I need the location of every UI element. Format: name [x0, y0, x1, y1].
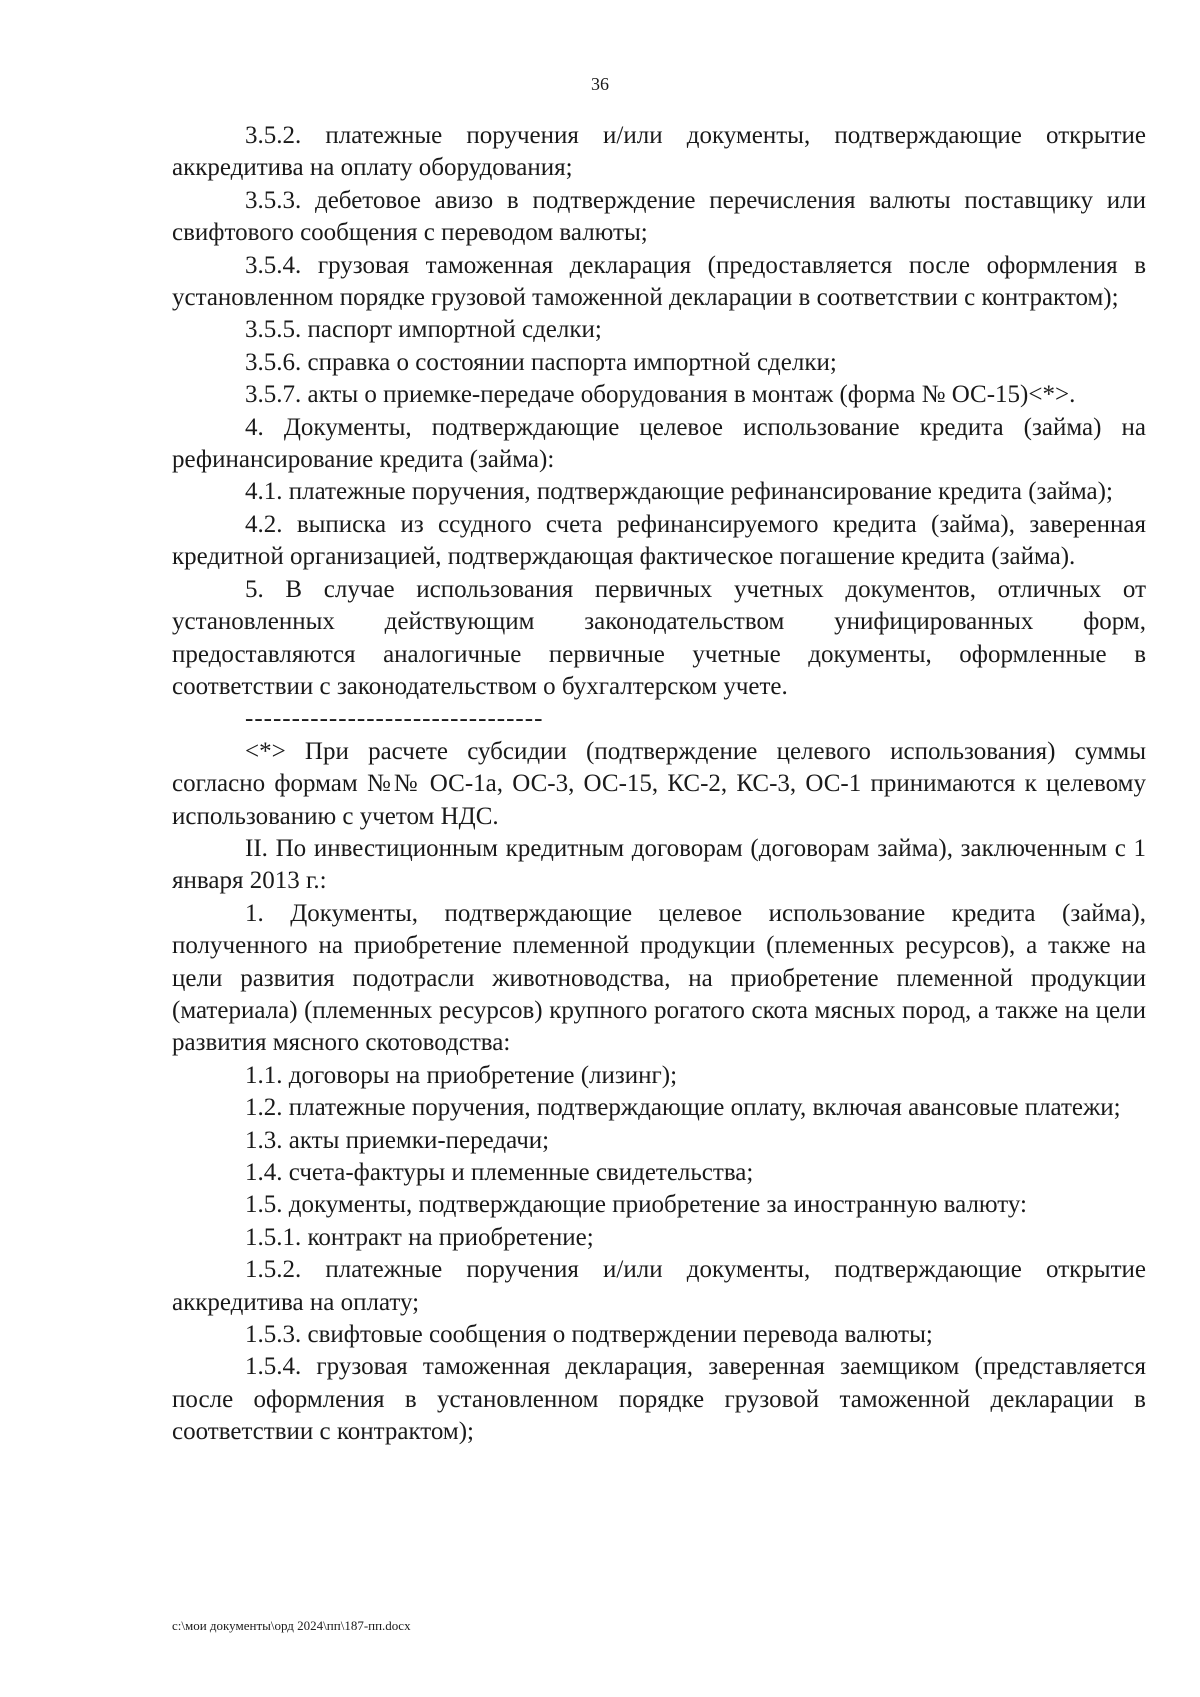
paragraph-3-5-3: 3.5.3. дебетовое авизо в подтверждение перечисления валюты поставщику или свифтового сообщения с переводом валюты;: [172, 186, 1146, 247]
file-path-footer: c:\мои документы\орд 2024\пп\187-пп.docx: [172, 1618, 411, 1633]
paragraph-4-1: 4.1. платежные поручения, подтверждающие рефинансирование кредита (займа);: [245, 478, 1113, 506]
document-body: [172, 120, 1146, 1449]
paragraph-ii-1-5: 1.5. документы, подтверждающие приобретение за иностранную валюту:: [245, 1191, 1027, 1219]
paragraph-ii-1: 1. Документы, подтверждающие целевое использование кредита (займа), полученного на приобретение племенной продукции (племенных ресурсов), а также на цели развития подотрасли животноводства, на приобретение племенной продукции (материала) (племенных ресурсов) крупного рогатого скота мясных пород, а также на цели развития мясного скотоводства:: [172, 899, 1146, 1057]
paragraph-ii-1-3: 1.3. акты приемки-передачи;: [245, 1126, 550, 1154]
section-ii-heading: II. По инвестиционным кредитным договорам (договорам займа), заключенным с 1 января 2013 г.:: [172, 834, 1146, 895]
paragraph-5: 5. В случае использования первичных учетных документов, отличных от установленных действующим законодательством унифицированных форм, предоставляются аналогичные первичные учетные документы, оформленные в соответствии с законодательством о бухгалтерском учете.: [172, 575, 1146, 700]
paragraph-4: 4. Документы, подтверждающие целевое использование кредита (займа) на рефинансирование кредита (займа):: [172, 413, 1146, 474]
page-number: 36: [591, 74, 609, 94]
paragraph-3-5-2: 3.5.2. платежные поручения и/или документы, подтверждающие открытие аккредитива на оплату оборудования;: [172, 122, 1146, 182]
footnote-text: <*> При расчете субсидии (подтверждение целевого использования) суммы согласно формам №№ ОС-1а, ОС-3, ОС-15, КС-2, КС-3, ОС-1 принимаются к целевому использованию с учетом НДС.: [172, 737, 1146, 830]
paragraph-4-2: 4.2. выписка из ссудного счета рефинансируемого кредита (займа), заверенная кредитной организацией, подтверждающая фактическое погашение кредита (займа).: [172, 510, 1146, 571]
paragraph-3-5-5: 3.5.5. паспорт импортной сделки;: [245, 316, 602, 344]
paragraph-3-5-7: 3.5.7. акты о приемке-передаче оборудования в монтаж (форма № ОС-15)<*>.: [245, 381, 1076, 409]
paragraph-3-5-6: 3.5.6. справка о состоянии паспорта импортной сделки;: [245, 348, 837, 376]
paragraph-3-5-4: 3.5.4. грузовая таможенная декларация (предоставляется после оформления в установленном порядке грузовой таможенной декларации в соответствии с контрактом);: [172, 251, 1146, 312]
paragraph-ii-1-2: 1.2. платежные поручения, подтверждающие оплату, включая авансовые платежи;: [245, 1094, 1121, 1122]
paragraph-ii-1-5-2: 1.5.2. платежные поручения и/или документы, подтверждающие открытие аккредитива на оплату;: [172, 1256, 1146, 1316]
paragraph-ii-1-1: 1.1. договоры на приобретение (лизинг);: [245, 1061, 678, 1089]
footnote-separator: --------------------------------: [245, 705, 544, 733]
paragraph-ii-1-5-3: 1.5.3. свифтовые сообщения о подтверждении перевода валюты;: [245, 1321, 933, 1349]
paragraph-ii-1-4: 1.4. счета-фактуры и племенные свидетельства;: [245, 1159, 754, 1186]
paragraph-ii-1-5-1: 1.5.1. контракт на приобретение;: [245, 1223, 594, 1251]
paragraph-ii-1-5-4: 1.5.4. грузовая таможенная декларация, заверенная заемщиком (представляется после оформления в установленном порядке грузовой таможенной декларации в соответствии с контрактом);: [172, 1353, 1146, 1446]
